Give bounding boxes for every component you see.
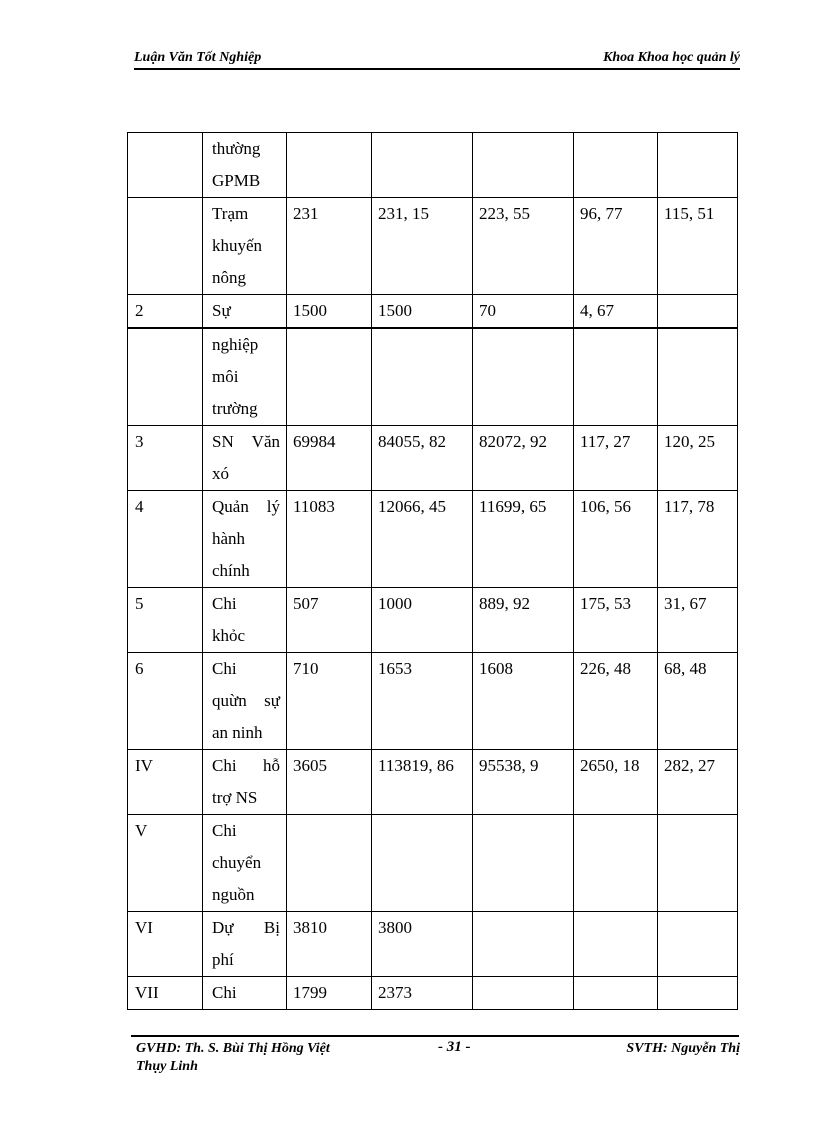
footer-student: SVTH: Nguyễn Thị bbox=[626, 1041, 740, 1056]
cell-item-name bbox=[203, 426, 287, 491]
table-row bbox=[128, 426, 738, 491]
cell-index: 3 bbox=[128, 426, 203, 491]
cell-value-v5: 120, 25 bbox=[658, 426, 738, 491]
cell-value-v1: 1799 bbox=[287, 977, 372, 1010]
footer-page-number: - 31 - bbox=[438, 1039, 471, 1055]
cell-value-v4: 4, 67 bbox=[574, 295, 658, 329]
cell-value-v4 bbox=[574, 977, 658, 1010]
cell-value-v5: 117, 78 bbox=[658, 491, 738, 588]
cell-value-v3 bbox=[473, 977, 574, 1010]
table-row bbox=[128, 328, 738, 426]
cell-value-v1: 3810 bbox=[287, 912, 372, 977]
cell-value-v4: 226, 48 bbox=[574, 653, 658, 750]
cell-value-v1 bbox=[287, 328, 372, 426]
cell-value-v4 bbox=[574, 815, 658, 912]
cell-index: V bbox=[128, 815, 203, 912]
cell-value-v5 bbox=[658, 328, 738, 426]
cell-value-v1 bbox=[287, 133, 372, 198]
cell-item-name bbox=[203, 750, 287, 815]
cell-value-v2: 1500 bbox=[372, 295, 473, 329]
cell-value-v5: 68, 48 bbox=[658, 653, 738, 750]
cell-item-name-line: phí bbox=[212, 950, 234, 969]
cell-item-name-line: khỏc bbox=[212, 626, 246, 645]
cell-value-v3: 889, 92 bbox=[473, 588, 574, 653]
table-row bbox=[128, 133, 738, 198]
cell-item-name-line: nông bbox=[212, 268, 246, 287]
cell-item-name-line: chuyển bbox=[212, 853, 262, 872]
cell-item-name-line: nguồn bbox=[212, 885, 255, 904]
cell-item-name-line: Dự Bị bbox=[212, 918, 280, 937]
cell-value-v3: 223, 55 bbox=[473, 198, 574, 295]
cell-value-v5 bbox=[658, 977, 738, 1010]
cell-value-v5 bbox=[658, 295, 738, 329]
cell-value-v2: 231, 15 bbox=[372, 198, 473, 295]
cell-value-v2: 1000 bbox=[372, 588, 473, 653]
table-row bbox=[128, 198, 738, 295]
cell-index: 2 bbox=[128, 295, 203, 329]
cell-value-v5 bbox=[658, 133, 738, 198]
cell-item-name-line: trường bbox=[212, 399, 258, 418]
cell-value-v4: 106, 56 bbox=[574, 491, 658, 588]
cell-item-name-line: Chi bbox=[212, 821, 237, 840]
cell-item-name-line: Chi bbox=[212, 659, 237, 678]
cell-value-v5: 115, 51 bbox=[658, 198, 738, 295]
table-row bbox=[128, 491, 738, 588]
cell-value-v3 bbox=[473, 912, 574, 977]
cell-value-v4: 175, 53 bbox=[574, 588, 658, 653]
cell-item-name-line: nghiệp bbox=[212, 335, 259, 354]
cell-index: 5 bbox=[128, 588, 203, 653]
cell-index bbox=[128, 133, 203, 198]
cell-item-name-line: SN Văn bbox=[212, 432, 280, 451]
table-row bbox=[128, 977, 738, 1010]
header-thesis-title: Luận Văn Tốt Nghiệp bbox=[134, 50, 262, 65]
footer-supervisor: GVHD: Th. S. Bùi Thị Hồng Việt bbox=[136, 1041, 330, 1056]
cell-index bbox=[128, 198, 203, 295]
page-header bbox=[134, 50, 740, 70]
cell-value-v1: 3605 bbox=[287, 750, 372, 815]
cell-value-v4: 117, 27 bbox=[574, 426, 658, 491]
cell-value-v2: 3800 bbox=[372, 912, 473, 977]
cell-value-v1: 1500 bbox=[287, 295, 372, 329]
cell-value-v5 bbox=[658, 815, 738, 912]
cell-value-v3: 11699, 65 bbox=[473, 491, 574, 588]
cell-value-v3: 70 bbox=[473, 295, 574, 329]
cell-item-name bbox=[203, 588, 287, 653]
cell-value-v2: 84055, 82 bbox=[372, 426, 473, 491]
cell-item-name-line: GPMB bbox=[212, 171, 261, 190]
cell-value-v2: 1653 bbox=[372, 653, 473, 750]
cell-value-v3: 82072, 92 bbox=[473, 426, 574, 491]
cell-value-v2: 2373 bbox=[372, 977, 473, 1010]
cell-value-v1: 231 bbox=[287, 198, 372, 295]
cell-item-name-line: môi bbox=[212, 367, 239, 386]
table-row bbox=[128, 653, 738, 750]
cell-index: 4 bbox=[128, 491, 203, 588]
cell-value-v4 bbox=[574, 328, 658, 426]
cell-item-name bbox=[203, 653, 287, 750]
cell-item-name bbox=[203, 815, 287, 912]
cell-index: 6 bbox=[128, 653, 203, 750]
cell-value-v3 bbox=[473, 133, 574, 198]
cell-item-name bbox=[203, 912, 287, 977]
cell-item-name bbox=[203, 198, 287, 295]
cell-value-v5 bbox=[658, 912, 738, 977]
cell-item-name-line: Chi bbox=[212, 983, 237, 1002]
header-faculty: Khoa Khoa học quản lý bbox=[603, 50, 740, 65]
cell-value-v4 bbox=[574, 133, 658, 198]
cell-value-v4: 96, 77 bbox=[574, 198, 658, 295]
cell-item-name-line: Chi hỗ bbox=[212, 756, 280, 775]
cell-value-v1: 11083 bbox=[287, 491, 372, 588]
cell-value-v3: 1608 bbox=[473, 653, 574, 750]
cell-index: IV bbox=[128, 750, 203, 815]
cell-value-v4 bbox=[574, 912, 658, 977]
cell-value-v4: 2650, 18 bbox=[574, 750, 658, 815]
table-row bbox=[128, 912, 738, 977]
cell-value-v2 bbox=[372, 133, 473, 198]
cell-value-v2: 113819, 86 bbox=[372, 750, 473, 815]
cell-item-name-line: khuyến bbox=[212, 236, 263, 255]
footer-rule bbox=[131, 1035, 739, 1037]
cell-item-name bbox=[203, 328, 287, 426]
table-row bbox=[128, 750, 738, 815]
cell-item-name-line: Chi bbox=[212, 594, 237, 613]
cell-value-v5: 282, 27 bbox=[658, 750, 738, 815]
cell-value-v1: 507 bbox=[287, 588, 372, 653]
cell-item-name-line: chính bbox=[212, 561, 250, 580]
cell-item-name bbox=[203, 295, 287, 329]
cell-value-v1: 69984 bbox=[287, 426, 372, 491]
cell-item-name-line: quừn sự bbox=[212, 691, 280, 710]
cell-item-name bbox=[203, 491, 287, 588]
cell-value-v3 bbox=[473, 815, 574, 912]
table-row bbox=[128, 295, 738, 329]
cell-value-v3 bbox=[473, 328, 574, 426]
cell-index: VII bbox=[128, 977, 203, 1010]
cell-item-name bbox=[203, 133, 287, 198]
cell-item-name bbox=[203, 977, 287, 1010]
cell-value-v1: 710 bbox=[287, 653, 372, 750]
budget-table bbox=[127, 132, 738, 1010]
cell-value-v3: 95538, 9 bbox=[473, 750, 574, 815]
footer-student-name-cont: Thụy Linh bbox=[136, 1059, 198, 1074]
cell-value-v5: 31, 67 bbox=[658, 588, 738, 653]
cell-item-name-line: Quản lý bbox=[212, 497, 280, 516]
cell-item-name-line: Sự bbox=[212, 301, 231, 320]
cell-item-name-line: an ninh bbox=[212, 723, 263, 742]
cell-item-name-line: hành bbox=[212, 529, 246, 548]
cell-item-name-line: xó bbox=[212, 464, 229, 483]
cell-index: VI bbox=[128, 912, 203, 977]
cell-value-v2: 12066, 45 bbox=[372, 491, 473, 588]
cell-value-v1 bbox=[287, 815, 372, 912]
cell-item-name-line: trợ NS bbox=[212, 788, 258, 807]
table-row bbox=[128, 588, 738, 653]
cell-index bbox=[128, 328, 203, 426]
cell-item-name-line: Trạm bbox=[212, 204, 249, 223]
table-row bbox=[128, 815, 738, 912]
cell-value-v2 bbox=[372, 328, 473, 426]
cell-item-name-line: thường bbox=[212, 139, 261, 158]
cell-value-v2 bbox=[372, 815, 473, 912]
